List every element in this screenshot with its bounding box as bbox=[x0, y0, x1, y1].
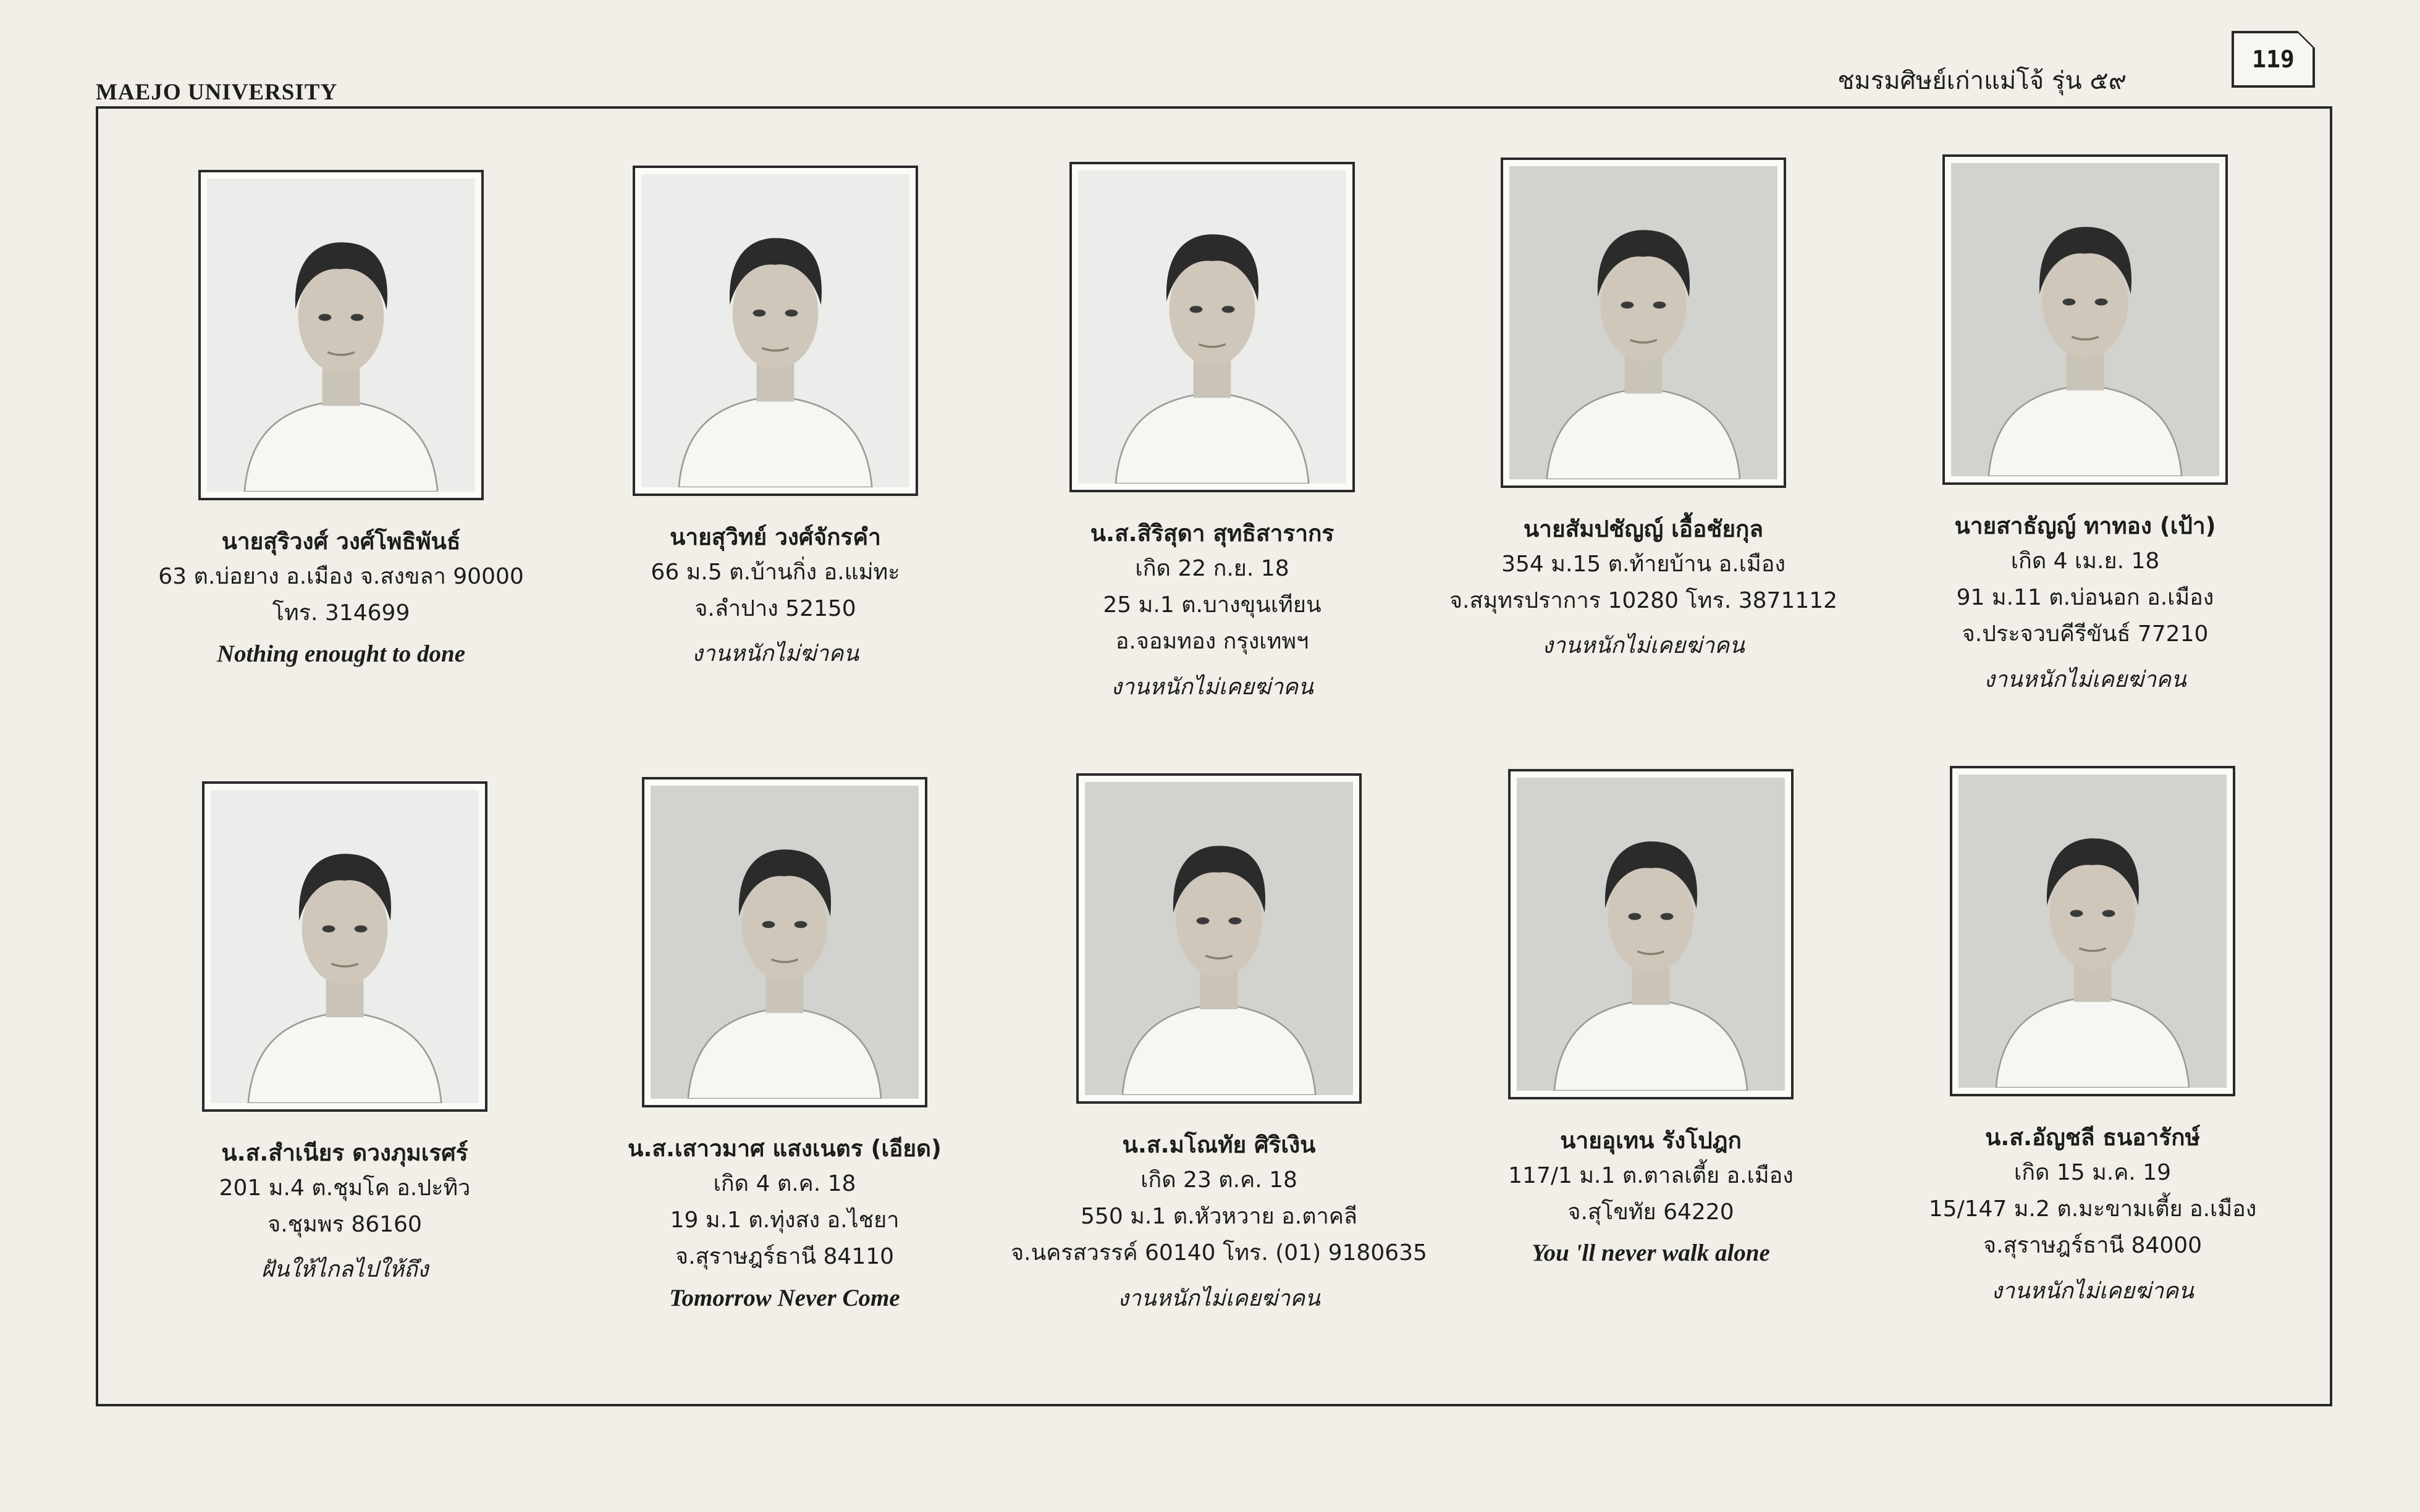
person-motto: Nothing enought to done bbox=[216, 640, 466, 668]
person-card bbox=[122, 781, 567, 1287]
photo-frame bbox=[1942, 154, 2228, 485]
photo-frame bbox=[202, 781, 487, 1112]
person-detail: 354 ม.15 ต.ท้ายบ้าน อ.เมือง bbox=[1501, 551, 1785, 577]
person-card bbox=[1421, 158, 1866, 663]
person-motto: งานหนักไม่ฆ่าคน bbox=[692, 641, 859, 667]
person-motto: งานหนักไม่เคยฆ่าคน bbox=[1991, 1278, 2194, 1304]
portrait-photo bbox=[1509, 166, 1777, 479]
person-detail: เกิด 15 ม.ค. 19 bbox=[2013, 1159, 2172, 1185]
person-detail: จ.สมุทรปราการ 10280 โทร. 3871112 bbox=[1449, 588, 1838, 614]
portrait-photo bbox=[1085, 782, 1353, 1095]
portrait-silhouette bbox=[211, 790, 479, 1103]
photo-frame bbox=[642, 777, 927, 1107]
person-detail: 66 ม.5 ต.บ้านกิ่ง อ.แม่ทะ bbox=[651, 559, 900, 585]
person-detail: 63 ต.บ่อยาง อ.เมือง จ.สงขลา 90000 bbox=[158, 563, 524, 589]
person-name: นายสุวิทย์ วงศ์จักรคำ bbox=[670, 524, 881, 550]
person-name: น.ส.อัญชลี ธนอารักษ์ bbox=[1985, 1124, 2200, 1151]
portrait-silhouette bbox=[651, 786, 919, 1099]
person-detail: เกิด 23 ต.ค. 18 bbox=[1140, 1167, 1297, 1193]
portrait-silhouette bbox=[1078, 170, 1346, 484]
person-detail: เกิด 4 ต.ค. 18 bbox=[713, 1170, 856, 1196]
person-name: น.ส.เสาวมาศ แสงเนตร (เอียด) bbox=[628, 1135, 942, 1162]
person-card bbox=[1428, 769, 1873, 1267]
person-detail: อ.จอมทอง กรุงเทพฯ bbox=[1115, 629, 1309, 655]
person-motto: งานหนักไม่เคยฆ่าคน bbox=[1118, 1285, 1320, 1311]
person-detail: 117/1 ม.1 ต.ตาลเตี้ย อ.เมือง bbox=[1508, 1162, 1794, 1188]
person-name: นายสาธัญญ์ ทาทอง (เป้า) bbox=[1954, 513, 2216, 539]
portrait-silhouette bbox=[1085, 782, 1353, 1095]
photo-frame bbox=[198, 170, 484, 500]
portrait-photo bbox=[211, 790, 479, 1103]
person-name: น.ส.สำเนียร ดวงภุมเรศร์ bbox=[221, 1140, 468, 1166]
person-motto: งานหนักไม่เคยฆ่าคน bbox=[1984, 666, 2186, 692]
page-number: 119 bbox=[2232, 31, 2315, 88]
photo-frame bbox=[1950, 766, 2235, 1096]
person-motto: ฝันให้ไกลไปให้ถึง bbox=[261, 1257, 429, 1283]
person-card bbox=[119, 170, 563, 668]
person-detail: จ.ประจวบคีรีขันธ์ 77210 bbox=[1962, 621, 2209, 647]
portrait-silhouette bbox=[207, 178, 475, 492]
person-detail: 15/147 ม.2 ต.มะขามเตี้ย อ.เมือง bbox=[1928, 1196, 2257, 1222]
person-motto: งานหนักไม่เคยฆ่าคน bbox=[1542, 633, 1745, 659]
person-card bbox=[562, 777, 1007, 1312]
person-motto: งานหนักไม่เคยฆ่าคน bbox=[1111, 674, 1313, 700]
person-name: นายอุเทน รังโปฎก bbox=[1560, 1127, 1742, 1154]
person-name: น.ส.สิริสุดา สุทธิสารากร bbox=[1090, 520, 1334, 547]
photo-frame bbox=[1501, 158, 1786, 488]
photo-frame bbox=[1069, 162, 1355, 492]
portrait-silhouette bbox=[1517, 778, 1785, 1091]
person-detail: จ.ชุมพร 86160 bbox=[268, 1212, 422, 1238]
person-detail: จ.สุโขทัย 64220 bbox=[1567, 1199, 1734, 1225]
person-motto: Tomorrow Never Come bbox=[669, 1284, 900, 1311]
portrait-photo bbox=[1517, 778, 1785, 1091]
person-card bbox=[997, 773, 1441, 1316]
person-card bbox=[990, 162, 1435, 704]
person-detail: จ.ลำปาง 52150 bbox=[694, 596, 856, 622]
person-detail: จ.สุราษฎร์ธานี 84000 bbox=[1983, 1233, 2203, 1259]
portrait-photo bbox=[1078, 170, 1346, 484]
person-detail: 550 ม.1 ต.หัวหวาย อ.ตาคลี bbox=[1081, 1204, 1357, 1230]
person-detail: เกิด 4 เม.ย. 18 bbox=[2010, 548, 2160, 574]
portrait-silhouette bbox=[1951, 163, 2219, 476]
person-card bbox=[553, 166, 998, 671]
person-name: นายสัมปชัญญ์ เอื้อชัยกุล bbox=[1523, 516, 1764, 542]
person-detail: จ.นครสวรรค์ 60140 โทร. (01) 9180635 bbox=[1011, 1240, 1427, 1266]
person-detail: 25 ม.1 ต.บางขุนเทียน bbox=[1103, 592, 1322, 618]
person-card bbox=[1863, 154, 2308, 697]
person-detail: 19 ม.1 ต.ทุ่งสง อ.ไชยา bbox=[670, 1208, 900, 1233]
person-name: นายสุริวงศ์ วงศ์โพธิพันธ์ bbox=[221, 528, 461, 555]
photo-frame bbox=[1076, 773, 1362, 1104]
photo-frame bbox=[633, 166, 918, 496]
person-detail: โทร. 314699 bbox=[272, 600, 410, 626]
person-detail: 201 ม.4 ต.ชุมโค อ.ปะทิว bbox=[219, 1175, 471, 1201]
person-detail: เกิด 22 ก.ย. 18 bbox=[1135, 555, 1289, 581]
portrait-photo bbox=[641, 174, 909, 487]
portrait-silhouette bbox=[1958, 775, 2227, 1088]
portrait-silhouette bbox=[1509, 166, 1777, 479]
portrait-photo bbox=[207, 178, 475, 492]
person-detail: 91 ม.11 ต.บ่อนอก อ.เมือง bbox=[1956, 585, 2214, 611]
header-university: MAEJO UNIVERSITY bbox=[96, 80, 338, 105]
person-card bbox=[1870, 766, 2315, 1308]
portrait-silhouette bbox=[641, 174, 909, 487]
person-name: น.ส.มโณทัย ศิริเงิน bbox=[1122, 1132, 1316, 1158]
portrait-photo bbox=[1951, 163, 2219, 476]
photo-frame bbox=[1508, 769, 1794, 1099]
portrait-photo bbox=[1958, 775, 2227, 1088]
person-detail: จ.สุราษฎร์ธานี 84110 bbox=[675, 1244, 895, 1270]
header-club-name: ชมรมศิษย์เก่าแม่โจ้ รุ่น ๕๙ bbox=[1837, 67, 2127, 95]
person-motto: You 'll never walk alone bbox=[1532, 1240, 1770, 1267]
portrait-photo bbox=[651, 786, 919, 1099]
